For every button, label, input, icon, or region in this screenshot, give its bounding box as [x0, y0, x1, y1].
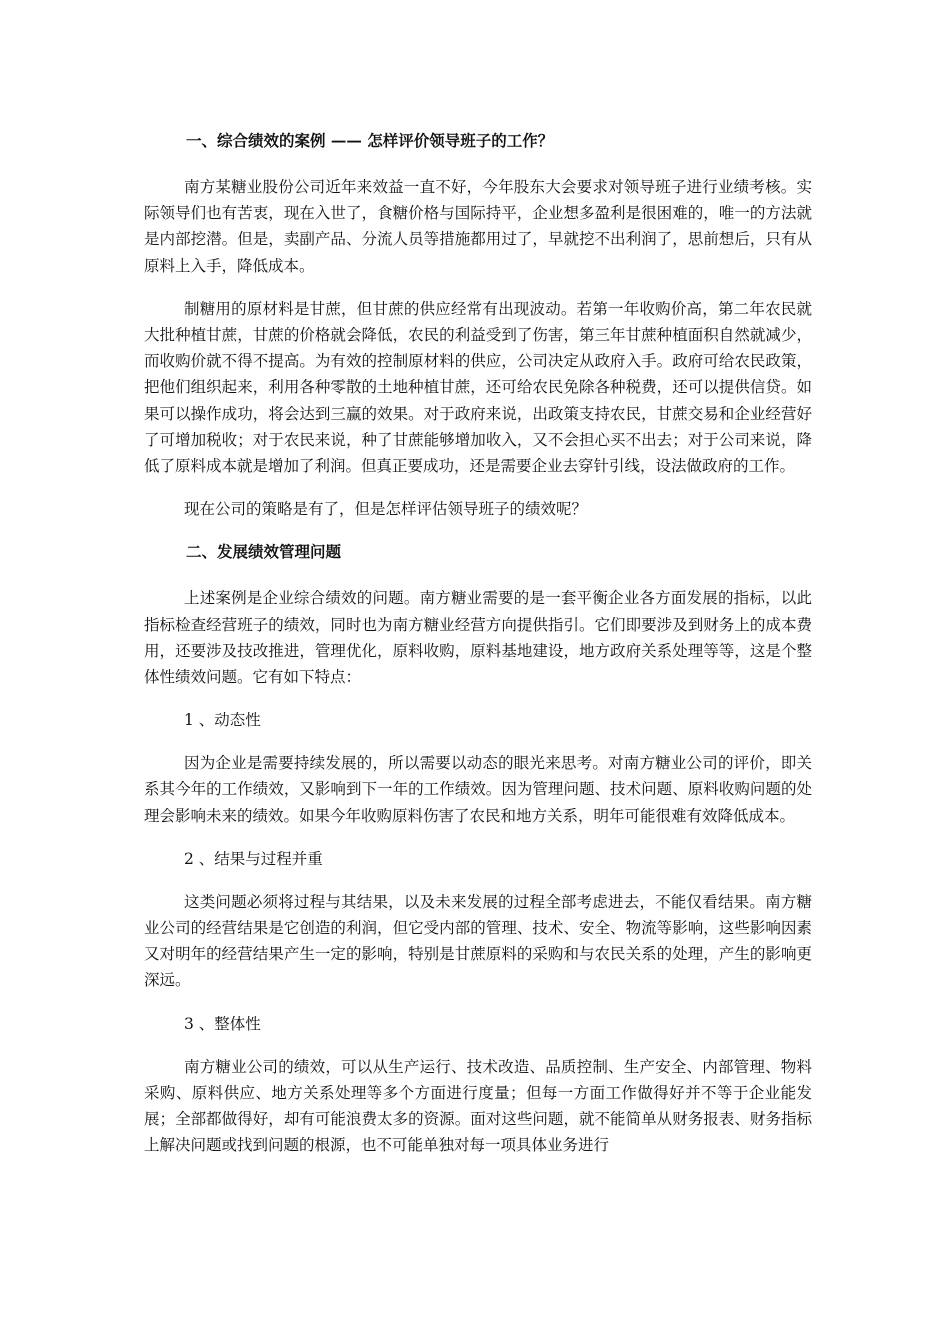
section-1-paragraph-2: 制糖用的原材料是甘蔗，但甘蔗的供应经常有出现波动。若第一年收购价高，第二年农民就大批种植甘蔗，甘蔗的价格就会降低，农民的利益受到了伤害，第三年甘蔗种植面积自然就减少，而收购价就不得不提高。为有效的控制原材料的供应，公司决定从政府入手。政府可给农民政策，把他们组织起来，利用各种零散的土地种植甘蔗，还可给农民免除各种税费，还可以提供信贷。如果可以操作成功，将会达到三赢的效果。对于政府来说，出政策支持农民，甘蔗交易和企业经营好了可增加税收；对于农民来说，种了甘蔗能够增加收入，又不会担心买不出去；对于公司来说，降低了原料成本就是增加了利润。但真正要成功，还是需要企业去穿针引线，设法做政府的工作。	[144, 299, 812, 476]
feature-3-text: 南方糖业公司的绩效，可以从生产运行、技术改造、品质控制、生产安全、内部管理、物料采购、原料供应、地方关系处理等多个方面进行度量；但每一方面工作做得好并不等于企业能发展；全部都做得好，却有可能浪费太多的资源。面对这些问题，就不能简单从财务报表、财务指标上解决问题或找到问题的根源，也不可能单独对每一项具体业务进行	[144, 1057, 812, 1155]
feature-2-text: 这类问题必须将过程与其结果，以及未来发展的过程全部考虑进去，不能仅看结果。南方糖业公司的经营结果是它创造的利润，但它受内部的管理、技术、安全、物流等影响，这些影响因素又对明年的经营结果产生一定的影响，特别是甘蔗原料的采购和与农民关系的处理，产生的影响更深远。	[144, 892, 812, 990]
section-2-heading: 二、发展绩效管理问题	[186, 542, 342, 562]
feature-2-title: 2 、结果与过程并重	[184, 849, 323, 868]
section-1-heading: 一、综合绩效的案例 —— 怎样评价领导班子的工作？	[186, 131, 554, 150]
feature-3-title: 3 、整体性	[184, 1014, 261, 1033]
section-1-paragraph-3: 现在公司的策略是有了，但是怎样评估领导班子的绩效呢？	[184, 500, 588, 519]
feature-1-text: 因为企业是需要持续发展的，所以需要以动态的眼光来思考。对南方糖业公司的评价，即关系其今年的工作绩效，又影响到下一年的工作绩效。因为管理问题、技术问题、原料收购问题的处理会影响未来的绩效。如果今年收购原料伤害了农民和地方关系，明年可能很难有效降低成本。	[144, 754, 812, 825]
section-1-paragraph-1: 南方某糖业股份公司近年来效益一直不好，今年股东大会要求对领导班子进行业绩考核。实际领导们也有苦衷，现在入世了，食糖价格与国际持平，企业想多盈利是很困难的，唯一的方法就是内部挖潜。但是，卖副产品、分流人员等措施都用过了，早就挖不出利润了，思前想后，只有从原料上入手，降低成本。	[144, 178, 812, 275]
section-2-intro: 上述案例是企业综合绩效的问题。南方糖业需要的是一套平衡企业各方面发展的指标，以此指标检查经营班子的绩效，同时也为南方糖业经营方向提供指引。它们即要涉及到财务上的成本费用，还要涉及技改推进，管理优化，原料收购，原料基地建设，地方政府关系处理等等，这是个整体性绩效问题。它有如下特点：	[144, 589, 812, 687]
document-page	[144, 128, 812, 1158]
feature-1-title: 1 、动态性	[184, 711, 261, 730]
